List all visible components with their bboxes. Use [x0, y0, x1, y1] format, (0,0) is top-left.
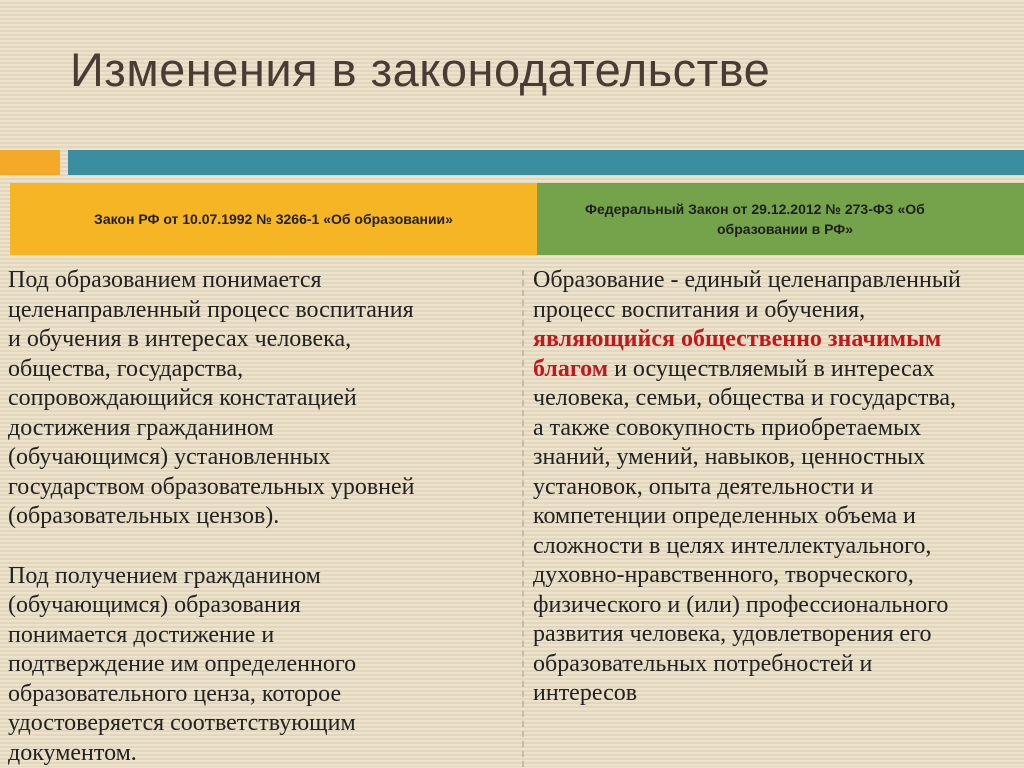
accent-bar-teal — [68, 150, 1024, 175]
text-line: достижения гражданином — [8, 414, 526, 444]
text-fragment: и осуществляемый в интересах — [608, 356, 935, 382]
text-line: установок, опыта деятельности и — [533, 473, 1024, 503]
slide-title: Изменения в законодательстве — [70, 42, 990, 97]
text-line: сложности в целях интеллектуального, — [533, 532, 1024, 562]
text-line: интересов — [533, 679, 1024, 709]
text-line: процесс воспитания и обучения, — [533, 296, 1024, 326]
text-line: человека, семьи, общества и государства, — [533, 384, 1024, 414]
right-header-line1: Федеральный Закон от 29.12.2012 № 273-ФЗ «Об — [585, 199, 925, 219]
text-line: (обучающимся) образования — [8, 591, 526, 621]
text-line: духовно-нравственного, творческого, — [533, 561, 1024, 591]
highlighted-text: благом — [533, 356, 608, 382]
text-line: понимается достижение и — [8, 621, 526, 651]
column-divider — [522, 270, 524, 767]
text-line: Под получением гражданином — [8, 562, 526, 592]
left-column-text — [8, 266, 526, 768]
paragraph-gap — [8, 532, 526, 562]
right-column-text — [533, 266, 1024, 709]
text-line: общества, государства, — [8, 355, 526, 385]
text-line: Под образованием понимается — [8, 266, 526, 296]
left-column-header — [10, 183, 537, 255]
right-header-line2: образовании в РФ» — [585, 219, 853, 239]
text-line: а также совокупность приобретаемых — [533, 414, 1024, 444]
text-line: удостоверяется соответствующим — [8, 709, 526, 739]
text-line: государством образовательных уровней — [8, 473, 526, 503]
left-header-text: Закон РФ от 10.07.1992 № 3266-1 «Об образовании» — [94, 209, 453, 229]
text-line — [533, 355, 1024, 385]
text-line: подтверждение им определенного — [8, 650, 526, 680]
text-line: образовательных потребностей и — [533, 650, 1024, 680]
text-line: образовательного ценза, которое — [8, 680, 526, 710]
text-line: знаний, умений, навыков, ценностных — [533, 443, 1024, 473]
text-line: и обучения в интересах человека, — [8, 325, 526, 355]
text-line: целенаправленный процесс воспитания — [8, 296, 526, 326]
text-line: сопровождающийся констатацией — [8, 384, 526, 414]
right-column-header — [537, 183, 1024, 255]
text-line: компетенции определенных объема и — [533, 502, 1024, 532]
highlighted-text: являющийся общественно значимым — [533, 325, 1024, 355]
text-line: физического и (или) профессионального — [533, 591, 1024, 621]
text-line: документом. — [8, 739, 526, 768]
text-line: Образование - единый целенаправленный — [533, 266, 1024, 296]
text-line: развития человека, удовлетворения его — [533, 620, 1024, 650]
text-line: (обучающимся) установленных — [8, 443, 526, 473]
text-line: (образовательных цензов). — [8, 502, 526, 532]
accent-bar-orange — [0, 150, 60, 175]
